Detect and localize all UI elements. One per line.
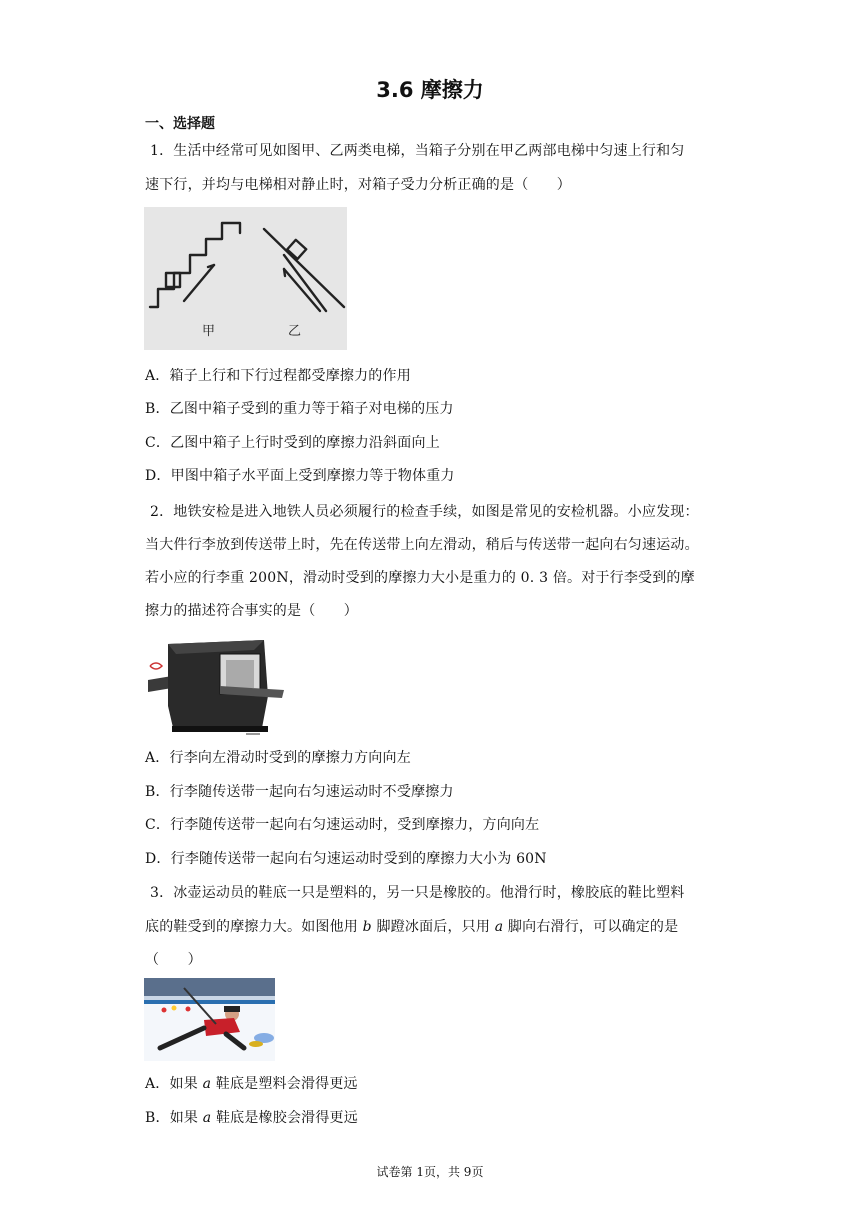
question-2-line-4: 擦力的描述符合事实的是（ ） — [145, 603, 358, 619]
question-3-line-1: 3．冰壶运动员的鞋底一只是塑料的，另一只是橡胶的。他滑行时，橡胶底的鞋比塑料 — [150, 885, 685, 901]
page-title: 3.6 摩擦力 — [376, 78, 484, 102]
question-3-line-3: （ ） — [145, 952, 202, 968]
question-1-option-a: A．箱子上行和下行过程都受摩擦力的作用 — [145, 368, 411, 384]
variable-a: a — [202, 1076, 212, 1092]
question-1-line-1: 1．生活中经常可见如图甲、乙两类电梯，当箱子分别在甲乙两部电梯中匀速上行和匀 — [150, 143, 685, 159]
question-3-option-b: B．如果 a 鞋底是橡胶会滑得更远 — [145, 1110, 358, 1126]
question-1-option-d: D．甲图中箱子水平面上受到摩擦力等于物体重力 — [145, 468, 455, 484]
question-2-option-c: C．行李随传送带一起向右匀速运动时，受到摩擦力，方向向左 — [145, 817, 540, 833]
variable-a: a — [202, 1110, 212, 1126]
page-footer: 试卷第 1页，共 9页 — [376, 1165, 484, 1179]
question-1-line-2: 速下行，并均与电梯相对静止时，对箱子受力分析正确的是（ ） — [145, 177, 571, 193]
question-2-line-2: 当大件行李放到传送带上时，先在传送带上向左滑动，稍后与传送带一起向右匀速运动。 — [145, 537, 699, 553]
variable-a: a — [494, 919, 504, 935]
question-2-line-3: 若小应的行李重 200N，滑动时受到的摩擦力大小是重力的 0. 3 倍。对于行李受到的摩 — [145, 570, 695, 586]
curling-figure — [144, 978, 275, 1061]
question-2-option-d: D．行李随传送带一起向右匀速运动时受到的摩擦力大小为 60N — [145, 851, 547, 867]
question-2-option-b: B．行李随传送带一起向右匀速运动时不受摩擦力 — [145, 784, 454, 800]
question-3-line-2: 底的鞋受到的摩擦力大。如图他用 b 脚蹬冰面后，只用 a 脚向右滑行，可以确定的是 — [145, 919, 679, 935]
variable-b: b — [362, 919, 372, 935]
escalator-figure — [144, 207, 347, 350]
section-heading: 一、选择题 — [145, 116, 215, 132]
question-1-option-c: C．乙图中箱子上行时受到的摩擦力沿斜面向上 — [145, 435, 440, 451]
question-2-option-a: A．行李向左滑动时受到的摩擦力方向向左 — [145, 750, 411, 766]
security-scanner-figure — [144, 636, 284, 736]
figure-label-jia: 甲 — [202, 324, 216, 339]
figure-label-yi: 乙 — [288, 324, 302, 339]
question-2-line-1: 2．地铁安检是进入地铁人员必须履行的检查手续，如图是常见的安检机器。小应发现： — [150, 504, 699, 520]
question-1-option-b: B．乙图中箱子受到的重力等于箱子对电梯的压力 — [145, 401, 454, 417]
question-3-option-a: A．如果 a 鞋底是塑料会滑得更远 — [145, 1076, 358, 1092]
